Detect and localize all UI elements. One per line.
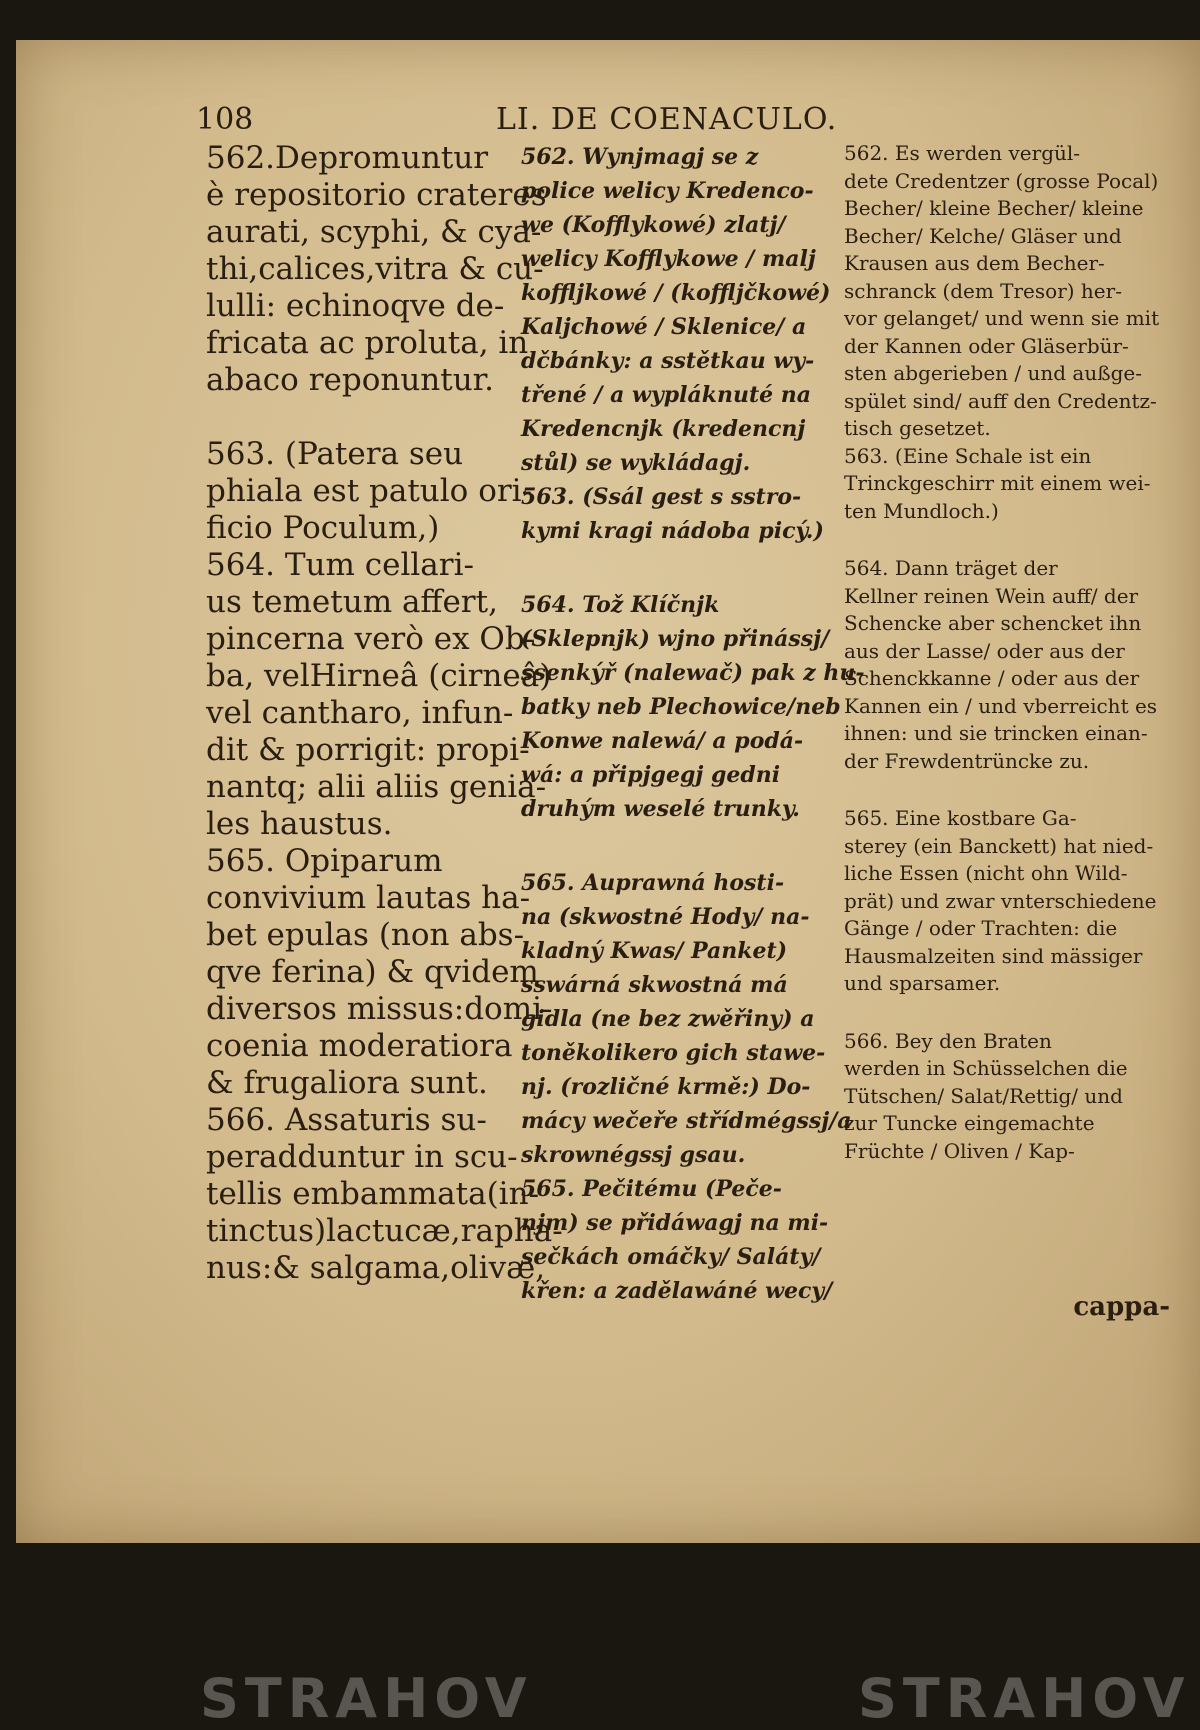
german-line: dete Credentzer (grosse Pocal) — [844, 168, 1159, 193]
german-line: Früchte / Oliven / Kap- — [844, 1138, 1075, 1163]
latin-line: aurati, scyphi, & cya- — [206, 214, 542, 250]
czech-line: gidla (ne bez zwěřiny) a — [521, 1006, 815, 1032]
strahov-watermark-right: STRAHOV — [858, 1667, 1191, 1730]
latin-line: coenia moderatiora — [206, 1028, 513, 1064]
german-line — [844, 998, 1174, 1028]
german-line: Schencke aber schencket ihn — [844, 611, 1142, 635]
latin-line: convivium lautas ha- — [206, 880, 531, 916]
german-line: Gänge / oder Trachten: die — [844, 916, 1118, 940]
german-line: 563. (Eine Schale ist ein — [844, 443, 1092, 468]
czech-line: nj. (rozličné krmě:) Do- — [521, 1074, 811, 1100]
latin-line: dit & porrigit: propi- — [206, 732, 530, 768]
german-column — [844, 140, 1174, 1165]
latin-line: 563. (Patera seu — [206, 436, 464, 472]
german-line: 562. Es werden vergül- — [844, 141, 1081, 165]
german-line: Becher/ Kelche/ Gläser und — [844, 223, 1122, 248]
latin-line: 566. Assaturis su- — [206, 1102, 487, 1138]
czech-line: police welicy Kredenco- — [521, 178, 814, 204]
latin-line: thi,calices,vitra & cu- — [206, 251, 544, 287]
german-line: Tütschen/ Salat/Rettig/ und — [844, 1083, 1123, 1108]
german-line: schranck (dem Tresor) her- — [844, 278, 1122, 303]
czech-line: ssenkýř (nalewač) pak z hu- — [521, 660, 865, 686]
czech-line: kymi kragi nádoba picý.) — [521, 518, 824, 544]
latin-line: les haustus. — [206, 806, 393, 842]
latin-line: nus:& salgama,olivæ, — [206, 1250, 546, 1286]
german-line: der Frewdentrüncke zu. — [844, 748, 1090, 773]
czech-line: sečkách omáčky/ Saláty/ — [521, 1244, 821, 1270]
german-line: tisch gesetzet. — [844, 416, 991, 440]
latin-line: 562.Depromuntur — [206, 140, 489, 176]
german-line: werden in Schüsselchen die — [844, 1056, 1128, 1080]
czech-line: 565. Auprawná hosti- — [521, 870, 785, 896]
german-line: 566. Bey den Braten — [844, 1028, 1052, 1053]
latin-line: & frugaliora sunt. — [206, 1065, 488, 1101]
czech-line: 565. Pečitému (Peče- — [521, 1176, 782, 1202]
czech-line: druhým weselé trunky. — [521, 796, 800, 822]
german-line: 565. Eine kostbare Ga- — [844, 806, 1077, 830]
czech-line: welicy Kofflykowe / malj — [521, 246, 816, 272]
german-line: liche Essen (nicht ohn Wild- — [844, 861, 1128, 885]
czech-line: křen: a zadělawáné wecy/ — [521, 1278, 833, 1304]
page-number: 108 — [196, 102, 254, 137]
german-line — [844, 775, 1174, 805]
latin-line: diversos missus:domi- — [206, 991, 553, 1027]
czech-column — [521, 140, 865, 1308]
strahov-watermark-left: STRAHOV — [200, 1667, 533, 1730]
german-line: Kellner reinen Wein auff/ der — [844, 583, 1139, 608]
czech-line: Kredencnjk (kredencnj — [521, 416, 806, 442]
czech-line — [521, 548, 846, 588]
czech-line: stůl) se wykládagj. — [521, 450, 751, 476]
czech-line: 562. Wynjmagj se z — [521, 144, 759, 170]
german-line: Krausen aus dem Becher- — [844, 251, 1105, 275]
latin-line: pincerna verò ex Ob- — [206, 621, 536, 657]
latin-line: è repositorio crateres — [206, 177, 547, 213]
latin-line — [206, 399, 511, 436]
german-line: sterey (ein Banckett) hat nied- — [844, 833, 1154, 858]
latin-line: abaco reponuntur. — [206, 362, 494, 398]
german-line: Kannen ein / und vberreicht es — [844, 693, 1158, 718]
page-header — [16, 102, 1200, 142]
german-line: der Kannen oder Gläserbür- — [844, 333, 1129, 358]
czech-line: kladný Kwas/ Panket) — [521, 938, 788, 964]
czech-line: mácy wečeře střídmégssj/a — [521, 1108, 852, 1134]
german-line: 564. Dann träget der — [844, 556, 1058, 580]
catchword: cappa- — [1073, 1292, 1170, 1322]
german-line: vor gelanget/ und wenn sie mit — [844, 306, 1160, 330]
czech-line: koffljkowé / (koffljčkowé) — [521, 280, 831, 306]
czech-line: dčbánky: a sstětkau wy- — [521, 348, 815, 374]
german-line: Becher/ kleine Becher/ kleine — [844, 196, 1144, 220]
latin-line: phiala est patulo ori- — [206, 473, 533, 509]
german-line: prät) und zwar vnterschiedene — [844, 888, 1157, 913]
german-line: Schenckkanne / oder aus der — [844, 666, 1140, 690]
latin-line: ficio Poculum,) — [206, 510, 440, 546]
czech-line: wá: a připjgegj gedni — [521, 762, 781, 788]
latin-line: lulli: echinoqve de- — [206, 288, 505, 324]
german-line: ten Mundloch.) — [844, 498, 999, 523]
czech-line: třené / a wypláknuté na — [521, 382, 812, 408]
latin-line: fricata ac proluta, in — [206, 325, 529, 361]
german-line: aus der Lasse/ oder aus der — [844, 638, 1125, 663]
latin-line: peradduntur in scu- — [206, 1139, 518, 1175]
german-line: zur Tuncke eingemachte — [844, 1111, 1095, 1135]
german-line: Trinckgeschirr mit einem wei- — [844, 471, 1151, 495]
german-line: spület sind/ auff den Credentz- — [844, 388, 1157, 413]
czech-line: we (Kofflykowé) zlatj/ — [521, 212, 786, 238]
latin-line: ba, velHirneâ (cirneâ) — [206, 658, 552, 694]
latin-line: tinctus)lactucæ,rapha- — [206, 1213, 563, 1249]
czech-line: Kaljchowé / Sklenice/ a — [521, 314, 807, 340]
latin-line: qve ferina) & qvidem — [206, 954, 539, 990]
latin-line: us temetum affert, — [206, 584, 498, 620]
czech-line: sswárná skwostná má — [521, 972, 788, 998]
latin-line: nantq; alii aliis genia- — [206, 769, 547, 805]
czech-line: na (skwostné Hody/ na- — [521, 904, 810, 930]
latin-line: tellis embammata(in- — [206, 1176, 540, 1212]
german-line — [844, 525, 1174, 555]
book-page — [16, 40, 1200, 1730]
running-title: LI. DE COENACULO. — [496, 102, 838, 137]
czech-line: (Sklepnjk) wjno přinássj/ — [521, 626, 830, 652]
czech-line: skrownégssj gsau. — [521, 1142, 746, 1168]
latin-line: vel cantharo, infun- — [206, 695, 514, 731]
latin-column — [206, 140, 563, 1287]
czech-line: toněkolikero gich stawe- — [521, 1040, 826, 1066]
czech-line: njm) se přidáwagj na mi- — [521, 1210, 829, 1236]
german-line: und sparsamer. — [844, 971, 1001, 995]
czech-line: 564. Tož Klíčnjk — [521, 592, 720, 618]
czech-line — [521, 826, 846, 866]
latin-line: 564. Tum cellari- — [206, 547, 474, 583]
german-line: ihnen: und sie trincken einan- — [844, 721, 1148, 745]
latin-line: 565. Opiparum — [206, 843, 443, 879]
german-line: sten abgerieben / und außge- — [844, 361, 1142, 385]
czech-line: Konwe nalewá/ a podá- — [521, 728, 804, 754]
latin-line: bet epulas (non abs- — [206, 917, 525, 953]
czech-line: batky neb Plechowice/neb — [521, 694, 841, 720]
czech-line: 563. (Ssál gest s sstro- — [521, 484, 802, 510]
german-line: Hausmalzeiten sind mässiger — [844, 943, 1143, 968]
